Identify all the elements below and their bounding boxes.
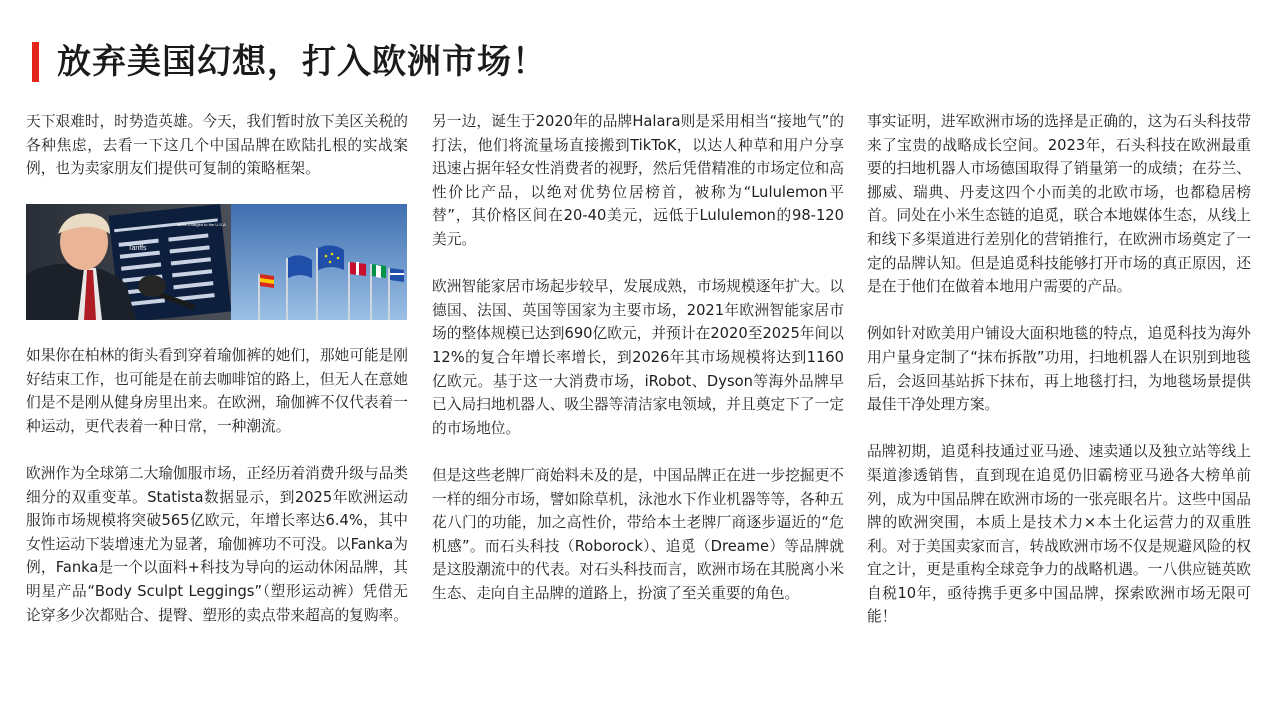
column-2 [432, 110, 844, 629]
paragraph: 另一边，诞生于2020年的品牌Halara则是采用相当“接地气”的打法，他们将流量场直接搬到TikToK，以达人种草和用户分享迅速占据年轻女性消费者的视野，然后凭借精准的市场定位和高性价比产品，以绝对优势位居榜首，被称为“Lululemon平替”，其价格区间在20-40美元，远低于Lululemon的98-120美元。 [432, 113, 844, 248]
paragraph: 例如针对欧美用户铺设大面积地毯的特点，追觅科技为海外用户量身定制了“抹布拆散”功用，扫地机器人在识别到地毯后，会返回基站拆下抹布，再上地毯打扫，为地毯场景提供最佳干净处理方案。 [867, 325, 1251, 414]
paragraph: 欧洲作为全球第二大瑜伽服市场，正经历着消费升级与品类细分的双重变革。Statista数据显示，到2025年欧洲运动服饰市场规模将突破565亿欧元，年增长率达6.4%，其中女性运动下装增速尤为显著，瑜伽裤功不可没。以Fanka为例，Fanka是一个以面料+科技为导向的运动休闲品牌，其明星产品“Body Sculpt Leggings”（塑形运动裤）凭借无论穿多少次都贴合、提臀、塑形的卖点带来超高的复购率。 [26, 464, 408, 624]
column-3 [867, 110, 1251, 653]
title-accent-bar [32, 42, 39, 82]
page-title: 放弃美国幻想，打入欧洲市场！ [57, 42, 547, 82]
column-1 [26, 110, 408, 651]
board-subheading: Tariffs Charged to the U.S.A. [176, 222, 227, 228]
paragraph: 天下艰难时，时势造英雄。今天，我们暂时放下美区关税的各种焦虑，去看一下这几个中国品牌在欧陆扎根的实战案例，也为卖家朋友们提供可复制的策略框架。 [26, 113, 408, 178]
board-heading: Tariffs [128, 245, 147, 253]
paragraph: 事实证明，进军欧洲市场的选择是正确的，这为石头科技带来了宝贵的战略成长空间。2023年，石头科技在欧洲最重要的扫地机器人市场德国取得了销量第一的成绩；在芬兰、挪威、瑞典、丹麦这四个小而美的北欧市场，也都稳居榜首。同处在小米生态链的追觅，联合本地媒体生态，从线上和线下多渠道进行差别化的营销推行，在欧洲市场奠定了一定的品牌认知。但是追觅科技能够打开市场的真正原因，还是在于他们在做着本地用户需要的产品。 [867, 113, 1251, 296]
paragraph: 欧洲智能家居市场起步较早，发展成熟，市场规模逐年扩大。以德国、法国、英国等国家为主要市场，2021年欧洲智能家居市场的整体规模已达到690亿欧元，并预计在2020至2025年间以12%的复合年增长率增长，到2026年其市场规模将达到1160亿欧元。基于这一大消费市场，iRobot、Dyson等海外品牌早已入局扫地机器人、吸尘器等清洁家电领域，并且奠定下了一定的市场地位。 [432, 278, 844, 437]
paragraph: 如果你在柏林的街头看到穿着瑜伽裤的她们，那她可能是刚好结束工作，也可能是在前去咖啡馆的路上，但无人在意她们是不是刚从健身房里出来。在欧洲，瑜伽裤不仅代表着一种运动，更代表着一种日常，一种潮流。 [26, 346, 408, 435]
paragraph: 品牌初期，追觅科技通过亚马逊、速卖通以及独立站等线上渠道渗透销售，直到现在追觅仍旧霸榜亚马逊各大榜单前列，成为中国品牌在欧洲市场的一张亮眼名片。这些中国品牌的欧洲突围，本质上是技术力×本土化运营力的双重胜利。对于美国卖家而言，转战欧洲市场不仅是规避风险的权宜之计，更是重构全球竞争力的战略机遇。一八供应链英欧自税10年，亟待携手更多中国品牌，探索欧洲市场无限可能！ [867, 443, 1251, 626]
photo-illustration [26, 204, 407, 320]
paragraph: 但是这些老牌厂商始料未及的是，中国品牌正在进一步挖掘更不一样的细分市场，譬如除草机，泳池水下作业机器等等，各种五花八门的功能，加之高性价，带给本土老牌厂商逐步逼近的“危机感”。而石头科技（Roborock）、追觅（Dreame）等品牌就是这股潮流中的代表。对石头科技而言，欧洲市场在其脱离小米生态、走向自主品牌的道路上，扮演了至关重要的角色。 [432, 466, 844, 602]
news-photo [26, 204, 407, 320]
